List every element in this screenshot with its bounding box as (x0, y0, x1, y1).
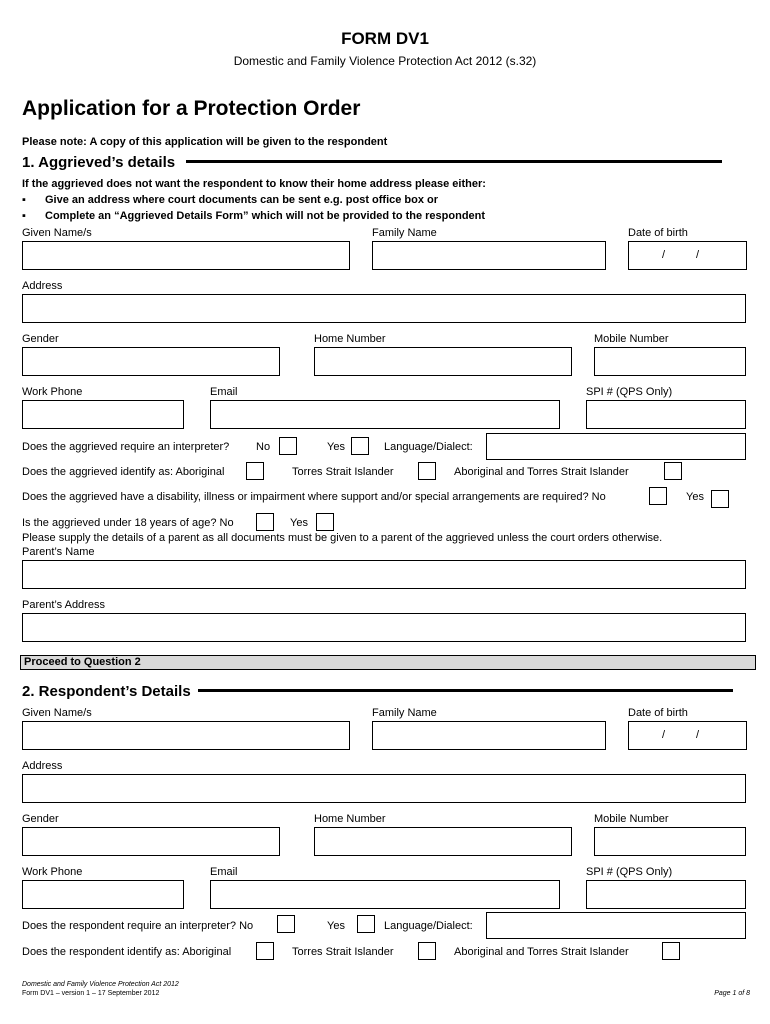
proceed-banner (20, 655, 756, 670)
dob-separator: / (662, 729, 666, 741)
respondent-gender-field[interactable] (22, 827, 280, 856)
respondent-aboriginal-checkbox[interactable] (256, 942, 274, 960)
parent-note: Please supply the details of a parent as all documents must be given to a parent of the aggrieved unless the court orders otherwise. (22, 532, 663, 544)
parent-name-field[interactable] (22, 560, 746, 589)
aggrieved-email-field[interactable] (210, 400, 560, 429)
respondent-interpreter-yes-checkbox[interactable] (357, 915, 375, 933)
interpreter-yes-label: Yes (327, 441, 345, 453)
respondent-dob-field[interactable] (628, 721, 747, 750)
disability-question: Does the aggrieved have a disability, illness or impairment where support and/or special arrangements are required? No (22, 491, 606, 503)
section-2-heading: 2. Respondent’s Details (22, 683, 191, 700)
respondent-both-label: Aboriginal and Torres Strait Islander (454, 946, 629, 958)
respondent-interpreter-no-checkbox[interactable] (277, 915, 295, 933)
gender-label: Gender (22, 333, 59, 345)
under-18-yes-checkbox[interactable] (316, 513, 334, 531)
bullet-1: Give an address where court documents can be sent e.g. post office box or (45, 194, 439, 206)
proceed-text: Proceed to Question 2 (24, 656, 141, 668)
bullet-2: Complete an “Aggrieved Details Form” which will not be provided to the respondent (45, 210, 486, 222)
family-name-label: Family Name (372, 707, 437, 719)
interpreter-no-checkbox[interactable] (279, 437, 297, 455)
disability-no-checkbox[interactable] (649, 487, 667, 505)
respondent-language-label: Language/Dialect: (384, 920, 473, 932)
respondent-home-number-field[interactable] (314, 827, 572, 856)
parent-address-field[interactable] (22, 613, 746, 642)
respondent-spi-field[interactable] (586, 880, 746, 909)
given-names-label: Given Name/s (22, 707, 92, 719)
respondent-family-name-field[interactable] (372, 721, 606, 750)
respondent-email-field[interactable] (210, 880, 560, 909)
act-subtitle: Domestic and Family Violence Protection Act 2012 (s.32) (233, 54, 537, 68)
family-name-label: Family Name (372, 227, 437, 239)
section-1-rule (186, 160, 722, 163)
aggrieved-given-names-field[interactable] (22, 241, 350, 270)
section-2-rule (198, 689, 733, 692)
address-label: Address (22, 280, 63, 292)
spi-label: SPI # (QPS Only) (586, 386, 673, 398)
spi-label: SPI # (QPS Only) (586, 866, 673, 878)
aggrieved-home-number-field[interactable] (314, 347, 572, 376)
identify-question: Does the aggrieved identify as: Aboriginal (22, 466, 225, 478)
respondent-work-phone-field[interactable] (22, 880, 184, 909)
footer-act: Domestic and Family Violence Protection Act 2012 (22, 981, 179, 988)
respondent-torres-checkbox[interactable] (418, 942, 436, 960)
home-number-label: Home Number (314, 333, 386, 345)
footer-page-number: Page 1 of 8 (714, 990, 750, 997)
both-checkbox[interactable] (664, 462, 682, 480)
respondent-mobile-number-field[interactable] (594, 827, 746, 856)
address-label: Address (22, 760, 63, 772)
aboriginal-checkbox[interactable] (246, 462, 264, 480)
aggrieved-language-field[interactable] (486, 433, 746, 460)
respondent-language-field[interactable] (486, 912, 746, 939)
respondent-interpreter-yes-label: Yes (327, 920, 345, 932)
home-number-label: Home Number (314, 813, 386, 825)
interpreter-no-label: No (256, 441, 271, 453)
parent-name-label: Parent’s Name (22, 546, 95, 558)
email-label: Email (210, 866, 238, 878)
interpreter-yes-checkbox[interactable] (351, 437, 369, 455)
dob-separator: / (696, 249, 700, 261)
under-18-question: Is the aggrieved under 18 years of age? No (22, 517, 234, 529)
parent-address-label: Parent’s Address (22, 599, 105, 611)
email-label: Email (210, 386, 238, 398)
respondent-note: Please note: A copy of this application will be given to the respondent (22, 136, 388, 148)
section-1-heading: 1. Aggrieved’s details (22, 154, 176, 171)
disability-yes-label: Yes (686, 491, 704, 503)
respondent-both-checkbox[interactable] (662, 942, 680, 960)
aggrieved-family-name-field[interactable] (372, 241, 606, 270)
dob-separator: / (696, 729, 700, 741)
dob-separator: / (662, 249, 666, 261)
respondent-torres-label: Torres Strait Islander (292, 946, 394, 958)
interpreter-question: Does the aggrieved require an interpreter? (22, 441, 230, 453)
work-phone-label: Work Phone (22, 386, 83, 398)
torres-checkbox[interactable] (418, 462, 436, 480)
both-label: Aboriginal and Torres Strait Islander (454, 466, 629, 478)
disability-yes-checkbox[interactable] (711, 490, 729, 508)
aggrieved-mobile-number-field[interactable] (594, 347, 746, 376)
gender-label: Gender (22, 813, 59, 825)
under-18-yes-label: Yes (290, 517, 308, 529)
aggrieved-gender-field[interactable] (22, 347, 280, 376)
given-names-label: Given Name/s (22, 227, 92, 239)
respondent-address-field[interactable] (22, 774, 746, 803)
respondent-given-names-field[interactable] (22, 721, 350, 750)
aggrieved-work-phone-field[interactable] (22, 400, 184, 429)
form-title: FORM DV1 (341, 29, 429, 48)
language-label: Language/Dialect: (384, 441, 473, 453)
aggrieved-address-field[interactable] (22, 294, 746, 323)
dob-label: Date of birth (628, 227, 688, 239)
respondent-identify-question: Does the respondent identify as: Aboriginal (22, 946, 232, 958)
under-18-no-checkbox[interactable] (256, 513, 274, 531)
bullet-1-marker: ▪ (22, 194, 26, 206)
dob-label: Date of birth (628, 707, 688, 719)
footer-version: Form DV1 – version 1 – 17 September 2012 (22, 990, 160, 997)
mobile-number-label: Mobile Number (594, 813, 669, 825)
respondent-interpreter-question: Does the respondent require an interpreter? No (22, 920, 254, 932)
aggrieved-dob-field[interactable] (628, 241, 747, 270)
document-title: Application for a Protection Order (22, 97, 361, 120)
address-privacy-intro: If the aggrieved does not want the respondent to know their home address please either: (22, 178, 486, 190)
work-phone-label: Work Phone (22, 866, 83, 878)
bullet-2-marker: ▪ (22, 210, 26, 222)
torres-label: Torres Strait Islander (292, 466, 394, 478)
mobile-number-label: Mobile Number (594, 333, 669, 345)
aggrieved-spi-field[interactable] (586, 400, 746, 429)
